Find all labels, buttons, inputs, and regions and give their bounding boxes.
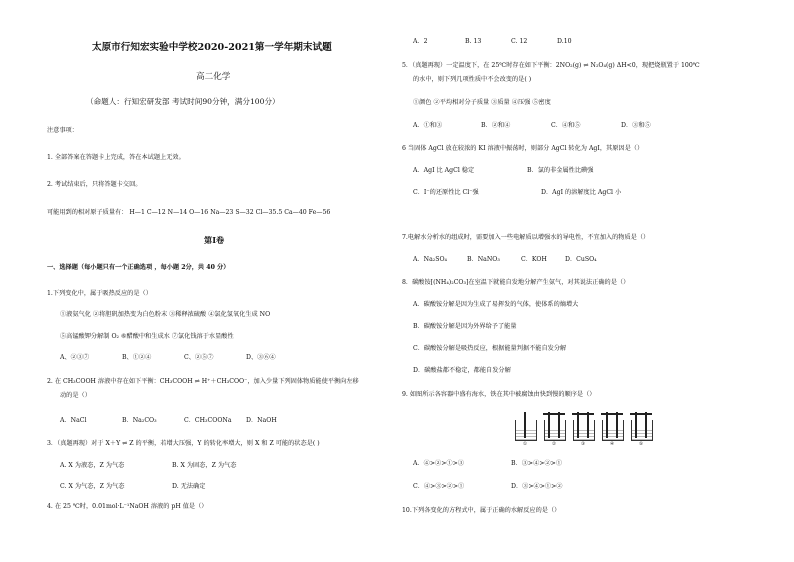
q3-stem: 3．（真题再现）对于 X＋Y ⇌ Z 的平衡，若增大压强，Y 的转化率增大，则 X 和 Z 可能的状态是( )	[47, 440, 320, 447]
notice-item-1: 1. 全部答案在答题卡上完成，答在本试题上无效。	[47, 154, 185, 161]
iron-rod	[635, 412, 637, 438]
container-label: ②	[551, 442, 557, 447]
q9-option-d: D．③>④>①>②	[511, 483, 563, 490]
q3-option-a: A. X 为液态，Z 为气态	[60, 462, 125, 469]
q5-stem-line2: 的水中，则下列几项性质中不会改变的是( )	[413, 76, 532, 83]
q2-stem-line1: 2. 在 CH₃COOH 溶液中存在如下平衡：CH₃COOH ⇌ H⁺＋CH₃COO⁻，加入少量下列固体物质能使平衡向左移	[47, 378, 359, 385]
author-line: （命题人：行知宏研发部 考试时间90分钟，满分100分）	[86, 97, 280, 106]
q1-option-c: C、②⑤⑦	[184, 354, 214, 361]
container-label: ③	[580, 442, 586, 447]
beaker	[515, 420, 537, 441]
exam-title: 太原市行知宏实验中学校2020-2021第一学年期末试题	[92, 42, 332, 53]
q8-option-b: B．碳酸铵分解是因为外界给予了能量	[413, 323, 517, 330]
q9-stem: 9. 如图所示各容器中盛有海水，铁在其中被腐蚀由快到慢的顺序是（）	[402, 391, 596, 398]
q9-option-c: C．④>③>②>①	[413, 483, 465, 490]
q6-option-c: C．I⁻的还原性比 Cl⁻强	[413, 189, 479, 196]
q2-option-c: C．CH₃COONa	[184, 417, 232, 424]
q7-option-a: A．Na₂SO₄	[413, 256, 448, 263]
q8-option-d: D．碳酸盐都不稳定，都能自发分解	[413, 367, 511, 374]
q5-items: ①颜色 ②平均相对分子质量 ③质量 ④压强 ⑤密度	[413, 99, 551, 106]
q5-stem-line1: 5．（真题再现）一定温度下，在 25℃时存在如下平衡：2NO₂(g) ⇌ N₂O₄(g) ΔH<0，现把烧瓶置于 100℃	[402, 62, 700, 69]
q4-stem: 4. 在 25 ℃时，0.01mol·L⁻¹NaOH 溶液的 pH 值是（）	[47, 503, 208, 510]
q4-option-d: D.10	[557, 38, 572, 45]
q8-option-c: C．碳酸铵分解是吸热反应，根据能量判据不能自发分解	[413, 345, 567, 352]
q8-stem: 8．碳酸铵[(NH₄)₂CO₃]在室温下就能自发地分解产生氨气，对其说法正确的是（）	[402, 279, 630, 286]
q2-option-a: A．NaCl	[60, 417, 87, 424]
container-label: ④	[609, 442, 615, 447]
q5-option-b: B．②和④	[481, 122, 511, 129]
metal-rod	[616, 412, 618, 438]
q1-option-a: A、②③⑦	[60, 354, 90, 361]
q6-stem: 6 当固体 AgCl 放在较浓的 KI 溶液中振荡时，则部分 AgCl 转化为 AgI，其原因是（）	[402, 145, 644, 152]
metal-rod	[645, 412, 647, 438]
q6-option-b: B．氯的非金属性比碘强	[527, 167, 594, 174]
q5-option-a: A．①和③	[413, 122, 443, 129]
q7-stem: 7.电解水分析水的组成时，需要加入一些电解质以增强水的导电性，不宜加入的物质是（）	[402, 234, 650, 241]
iron-rod	[548, 412, 550, 438]
section-header: 一、选择题（每小题只有一个正确选项 ，每小题 2分，共 40 分）	[47, 264, 230, 271]
exam-subject: 高二化学	[196, 72, 231, 82]
q10-stem: 10.下列各变化的方程式中，属于正确的水解反应的是（）	[402, 507, 561, 514]
iron-rod	[606, 412, 608, 438]
atomic-masses: 可能用到的相对原子质量有： H—1 C—12 N—14 O—16 Na—23 S—32 Cl—35.5 Ca—40 Fe—56	[47, 209, 331, 216]
container-5	[628, 412, 654, 447]
notice-item-2: 2. 考试结束后，只将答题卡交回。	[47, 181, 142, 188]
q1-stem: 1.下列变化中，属于吸热反应的是（）	[47, 290, 152, 297]
container-1	[512, 412, 538, 447]
q1-option-b: B、①②④	[122, 354, 152, 361]
q1-items-line2: ⑤高锰酸钾分解制 O₂ ⑥醋酸中和生成水 ⑦氯化钱溶于水显酸性	[60, 333, 234, 340]
q3-option-d: D. 无法确定	[172, 483, 206, 490]
iron-rod	[577, 412, 579, 438]
metal-rod	[587, 412, 589, 438]
q3-option-b: B. X 为固态，Z 为气态	[172, 462, 237, 469]
q6-option-a: A．AgI 比 AgCl 稳定	[413, 167, 475, 174]
q7-option-d: D．CuSO₄	[565, 256, 597, 263]
q6-option-d: D．AgI 的溶解度比 AgCl 小	[541, 189, 622, 196]
q5-option-c: C．④和⑤	[551, 122, 581, 129]
container-label: ①	[522, 442, 528, 447]
iron-rod	[524, 412, 526, 438]
q1-items-line1: ①液氨气化 ②将胆矾加热变为白色粉末 ③稀释浓硫酸 ④氯化氢氧化生成 NO	[60, 311, 271, 318]
q7-option-c: C．KOH	[521, 256, 547, 263]
q3-option-c: C. X 为气态，Z 为气态	[60, 483, 125, 490]
q9-option-a: A．④>②>①>③	[413, 460, 464, 467]
q9-option-b: B．③>④>②>①	[511, 460, 563, 467]
q8-option-a: A．碳酸铵分解是因为生成了易挥发的气体，使体系的熵增大	[413, 301, 579, 308]
q2-option-d: D．NaOH	[246, 417, 277, 424]
q2-stem-line2: 动的是（）	[60, 392, 91, 399]
q4-option-c: C. 12	[511, 38, 528, 45]
notice-title: 注意事项：	[47, 127, 78, 134]
q1-option-d: D、③⑥④	[246, 354, 276, 361]
q5-option-d: D．③和⑤	[621, 122, 651, 129]
container-label: ⑤	[638, 442, 644, 447]
q4-option-b: B. 13	[465, 38, 482, 45]
volume-heading: 第Ⅰ卷	[204, 235, 225, 245]
metal-rod	[558, 412, 560, 438]
corrosion-apparatus-figure	[512, 412, 657, 447]
q2-option-b: B．Na₂CO₃	[122, 417, 157, 424]
container-2	[541, 412, 567, 447]
q4-option-a: A．2	[413, 38, 428, 45]
container-3	[570, 412, 596, 447]
q7-option-b: B．NaNO₃	[467, 256, 500, 263]
right-column	[397, 0, 794, 562]
container-4	[599, 412, 625, 447]
